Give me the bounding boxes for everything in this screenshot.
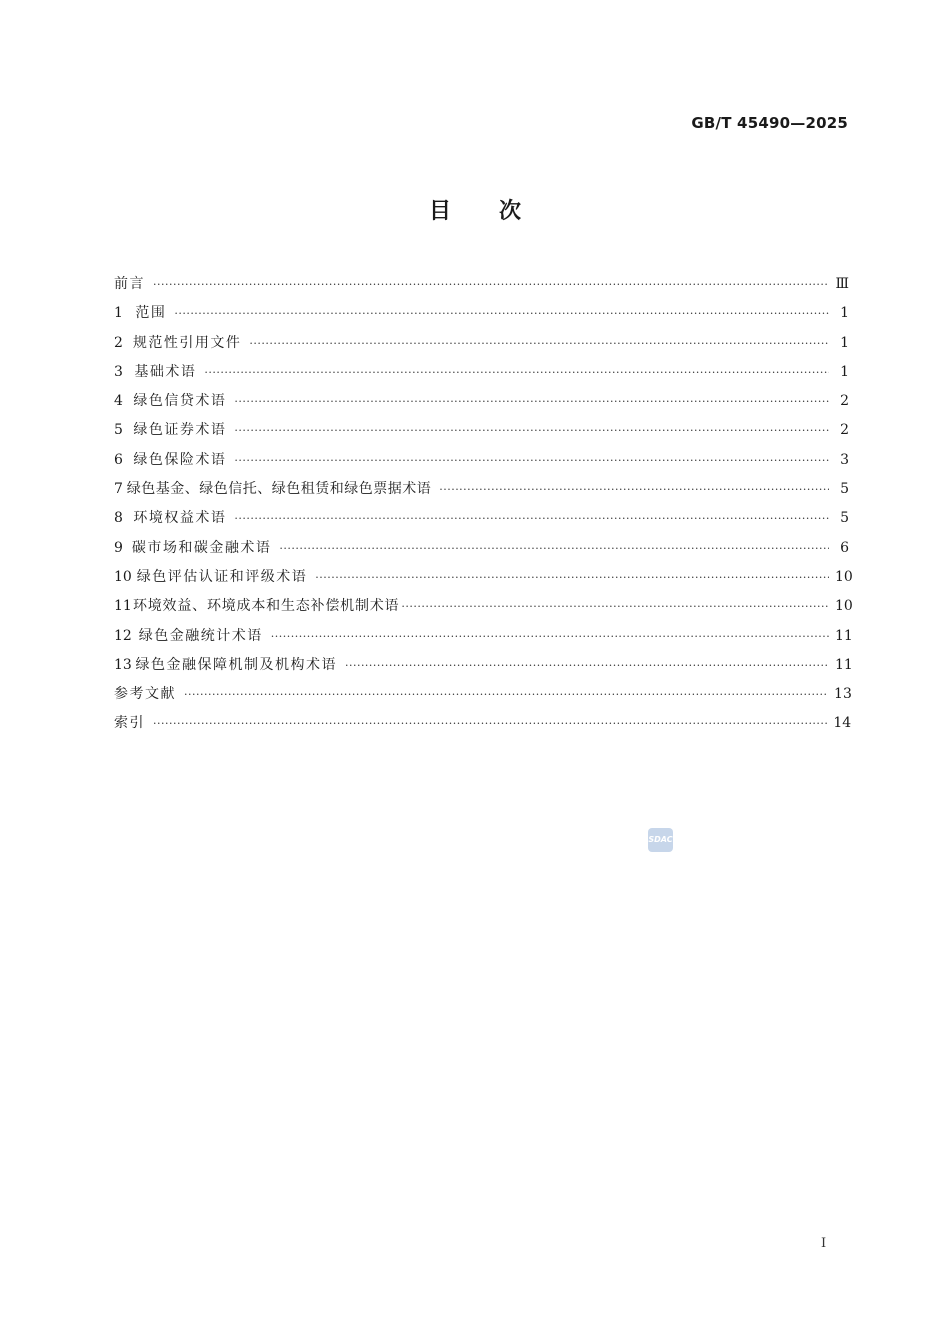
toc-leader-dots [249,329,829,358]
toc-entry-13[interactable] [114,651,853,680]
toc-entry-number: 2 [114,334,123,351]
toc-entry-number: 12 [114,627,132,644]
toc-entry-label: 前言 [114,276,145,292]
toc-entry-number: 1 [114,305,123,322]
toc-entry-label: 范围 [135,305,167,322]
toc-entry-page: 11 [835,656,853,673]
toc-leader-dots [345,651,829,680]
toc-entry-label: 索引 [114,715,145,732]
toc-entry-label: 规范性引用文件 [132,334,242,351]
toc-entry-page: 2 [840,422,849,439]
toc-entry-page: 3 [840,451,849,468]
toc-entry-5[interactable] [114,416,849,445]
toc-entry-label: 碳市场和碳金融术语 [131,539,272,556]
toc-entry-number: 13 [114,656,132,673]
toc-entry-8[interactable] [114,504,849,533]
toc-entry-label: 绿色保险术语 [133,451,227,468]
toc-entry-3[interactable] [114,358,849,387]
toc-title: 目次 [428,199,569,224]
toc-entry-references[interactable] [114,680,852,709]
toc-leader-dots [279,534,829,563]
toc-entry-1[interactable] [114,299,849,328]
toc-entry-foreword[interactable] [114,270,849,299]
toc-leader-dots [271,622,829,651]
toc-entry-number: 11 [114,598,132,615]
toc-entry-page: 13 [834,686,852,703]
page-number: I [821,1236,827,1251]
toc-entry-label: 绿色证券术语 [133,422,227,439]
toc-leader-dots [234,446,829,475]
toc-entry-page: 1 [840,305,849,322]
toc-entry-page: 14 [833,715,852,732]
toc-entry-page: 5 [840,510,849,527]
toc-entry-page: 10 [835,568,853,585]
toc-entry-number: 8 [114,510,123,527]
toc-leader-dots [439,475,829,504]
toc-entry-12[interactable] [114,622,853,651]
toc-entry-number: 9 [114,539,123,556]
toc-entry-label: 绿色金融保障机制及机构术语 [135,656,337,673]
toc-entry-label: 基础术语 [134,363,197,380]
toc-leader-dots [234,504,829,533]
toc-entry-label: 环境效益、环境成本和生态补偿机制术语 [132,598,400,615]
toc-entry-page: 1 [840,334,849,351]
toc-leader-dots [234,387,829,416]
toc-entry-index[interactable] [114,709,852,738]
toc-entry-number: 3 [114,363,123,380]
toc-entry-page: 5 [840,481,849,498]
toc-entry-number: 4 [114,393,123,410]
toc-entry-number: 10 [114,568,132,585]
toc-entry-label: 绿色信贷术语 [133,393,227,410]
toc-entry-page: 1 [840,363,849,380]
toc-entry-4[interactable] [114,387,849,416]
toc-entry-page: 10 [835,598,853,615]
toc-entry-label: 参考文献 [114,686,176,703]
toc-entry-number: 5 [114,422,123,439]
toc-entry-page: 11 [835,627,853,644]
toc-entry-7[interactable] [114,475,849,504]
toc-entry-label: 绿色金融统计术语 [138,627,263,644]
toc-entry-2[interactable] [114,329,849,358]
toc-entry-label: 环境权益术语 [133,510,227,527]
toc-entry-page: Ⅲ [835,276,849,292]
toc-entry-number: 6 [114,451,123,468]
toc-leader-dots [204,358,829,387]
toc-leader-dots [234,416,829,445]
toc-entry-9[interactable] [114,534,849,563]
toc-leader-dots [315,563,829,592]
toc-leader-dots [174,299,829,328]
toc-leader-dots [153,709,827,738]
sdac-watermark-logo: SDAC [648,828,673,852]
toc-list [114,270,853,739]
toc-leader-dots [184,680,828,709]
toc-entry-number: 7 [114,481,123,498]
toc-entry-10[interactable] [114,563,853,592]
toc-entry-page: 2 [840,393,849,410]
toc-entry-6[interactable] [114,446,849,475]
toc-entry-page: 6 [840,539,849,556]
toc-entry-label: 绿色基金、绿色信托、绿色租赁和绿色票据术语 [126,481,432,498]
toc-leader-dots [401,592,829,621]
toc-leader-dots [153,270,829,299]
toc-entry-label: 绿色评估认证和评级术语 [136,568,308,585]
standard-number: GB/T 45490—2025 [691,114,848,132]
toc-entry-11[interactable] [114,592,853,621]
